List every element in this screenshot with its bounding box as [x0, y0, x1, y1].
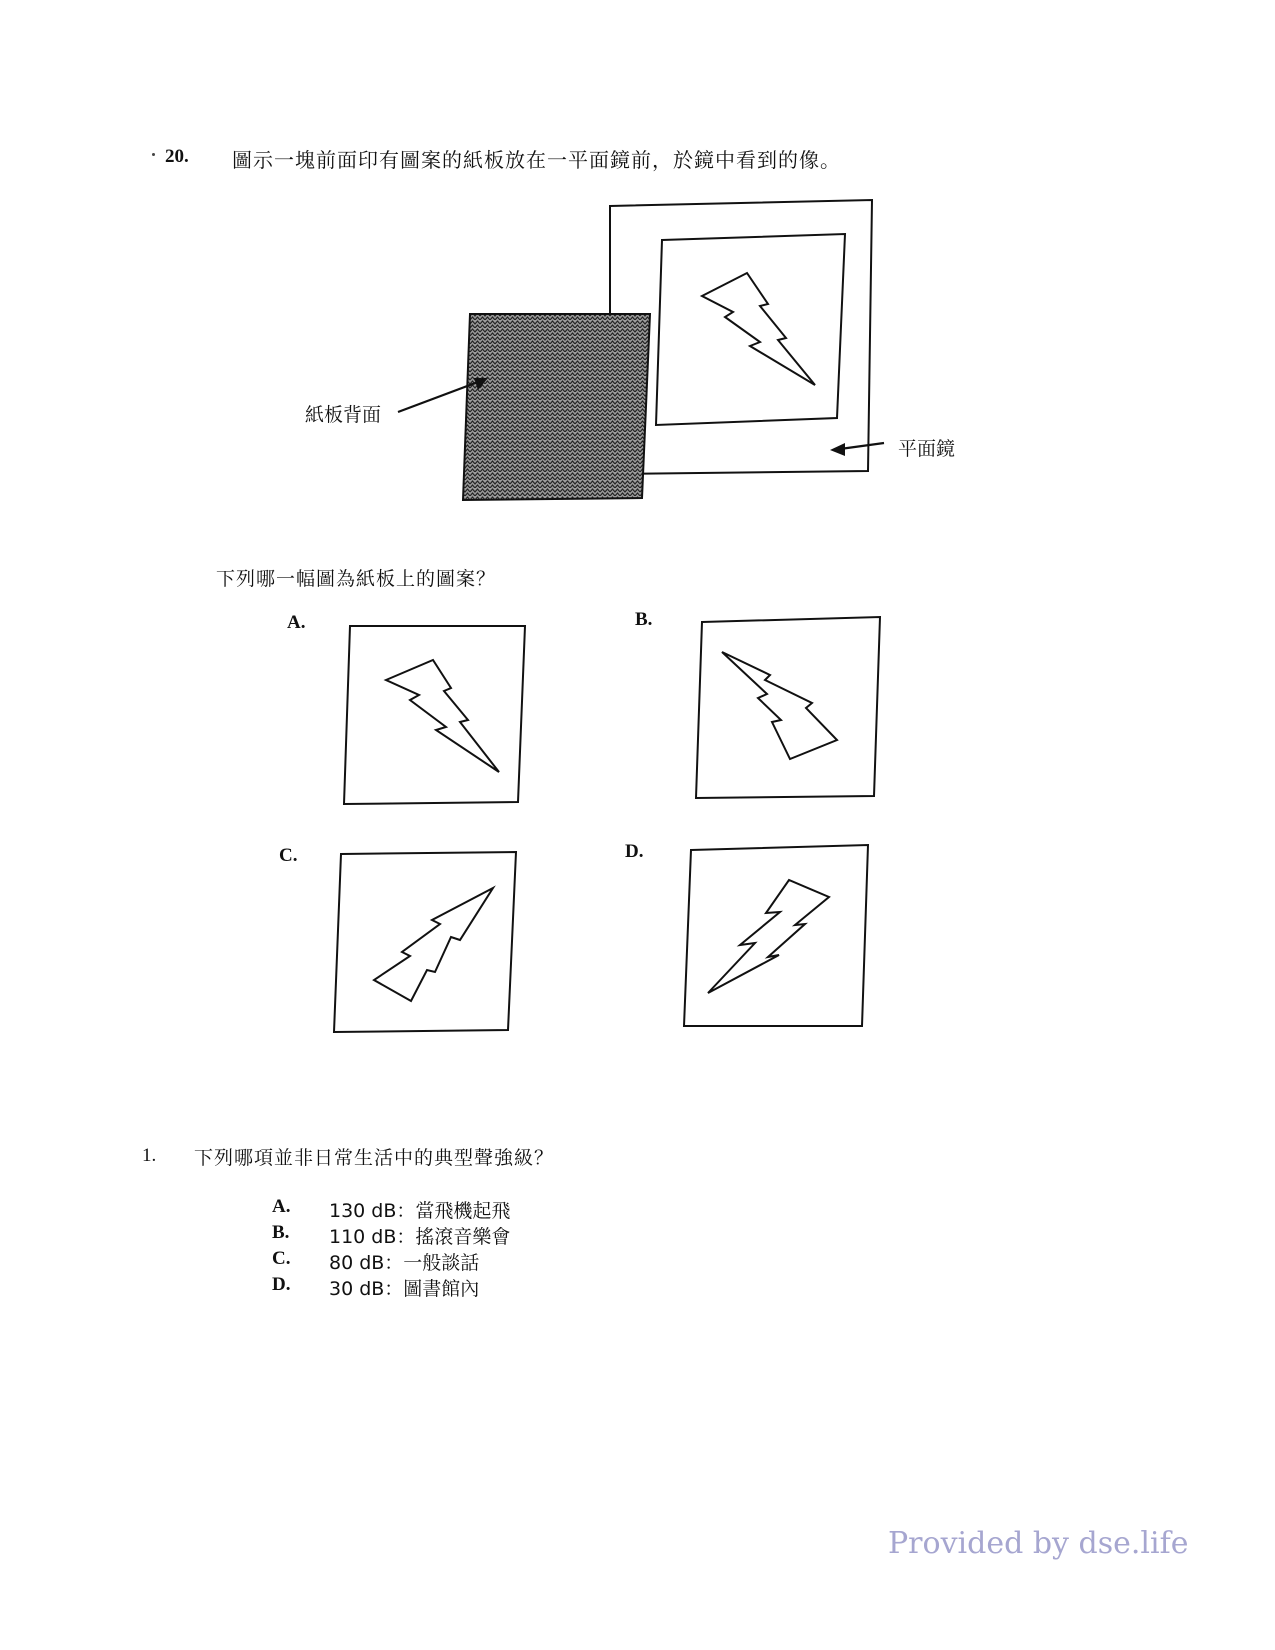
- question-stem: 下列哪項並非日常生活中的典型聲強級？: [194, 1147, 555, 1169]
- option-c-label: C.: [279, 845, 298, 866]
- answer-option-d-text: 30 dB：圖書館內: [329, 1278, 480, 1300]
- answer-option-b-label: B.: [272, 1222, 290, 1243]
- option-d-bolt: [708, 880, 829, 993]
- option-a-label: A.: [287, 612, 306, 633]
- question-number: 20.: [165, 146, 189, 167]
- option-b-figure: [696, 617, 880, 798]
- question-number: 1.: [142, 1145, 157, 1166]
- option-b-bolt: [722, 652, 837, 759]
- mirror-label: 平面鏡: [898, 438, 956, 460]
- option-c-figure: [334, 852, 516, 1032]
- option-d-label: D.: [625, 841, 644, 862]
- answer-option-b-text: 110 dB：搖滾音樂會: [329, 1226, 511, 1248]
- option-a-figure: [344, 626, 525, 804]
- question-prompt: 下列哪一幅圖為紙板上的圖案？: [216, 568, 497, 590]
- question-stem: 圖示一塊前面印有圖案的紙板放在一平面鏡前，於鏡中看到的像。: [232, 148, 841, 172]
- card-back-label: 紙板背面: [305, 404, 382, 426]
- answer-option-a-label: A.: [272, 1196, 291, 1217]
- option-a-bolt: [386, 660, 499, 772]
- option-b-label: B.: [635, 609, 653, 630]
- answer-option-a-text: 130 dB：當飛機起飛: [329, 1200, 511, 1222]
- answer-option-c-text: 80 dB：一般談話: [329, 1252, 480, 1274]
- option-c-bolt: [374, 888, 493, 1001]
- answer-option-c-label: C.: [272, 1248, 291, 1269]
- answer-option-d-label: D.: [272, 1274, 291, 1295]
- footer-credit: Provided by dse.life: [888, 1526, 1189, 1561]
- option-d-figure: [684, 845, 868, 1026]
